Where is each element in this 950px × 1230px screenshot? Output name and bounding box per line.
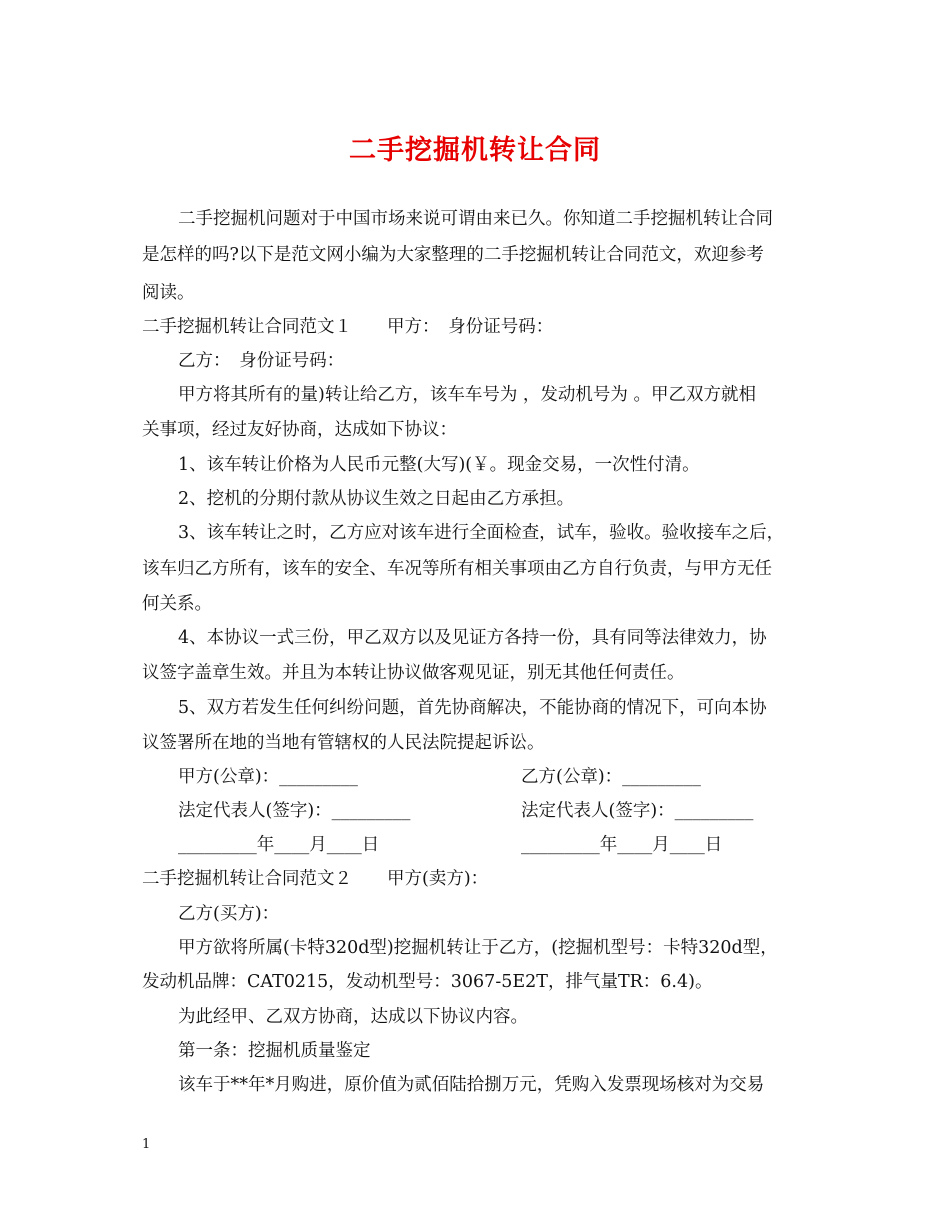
section-heading: 二手挖掘机转让合同范文１ 甲方： 身份证号码： [142, 317, 554, 337]
clause-line: 议签字盖章生效。并且为本转让协议做客观见证，别无其他任何责任。 [142, 663, 685, 683]
paragraph-line: 二手挖掘机问题对于中国市场来说可谓由来已久。你知道二手挖掘机转让合同 [178, 209, 773, 229]
clause-line: 何关系。 [142, 594, 212, 614]
paragraph-line: 阅读。 [142, 283, 195, 303]
party-b-seal: 乙方(公章)：_________ [521, 767, 701, 787]
article-heading: 第一条：挖掘机质量鉴定 [178, 1041, 371, 1061]
paragraph-line: 是怎样的吗?以下是范文网小编为大家整理的二手挖掘机转让合同范文，欢迎参考 [142, 245, 764, 265]
party-a-representative: 法定代表人(签字)：_________ [178, 801, 411, 821]
party-b-date: _________年____月____日 [521, 835, 723, 855]
party-b-representative: 法定代表人(签字)：_________ [521, 801, 754, 821]
section-heading: 二手挖掘机转让合同范文２ 甲方(卖方)： [142, 869, 489, 889]
party-a-seal: 甲方(公章)：_________ [178, 767, 358, 787]
paragraph-line: 该车于**年*月购进，原价值为贰佰陆拾捌万元，凭购入发票现场核对为交易 [178, 1075, 765, 1095]
paragraph-line: 乙方： 身份证号码： [178, 351, 345, 371]
paragraph-line: 为此经甲、乙双方协商，达成以下协议内容。 [178, 1007, 528, 1027]
paragraph-line: 甲方将其所有的量)转让给乙方，该车车号为 ，发动机号为 。甲乙双方就相 [178, 385, 756, 405]
document-title: 二手挖掘机转让合同 [349, 135, 601, 166]
clause-line: 2、挖机的分期付款从协议生效之日起由乙方承担。 [178, 489, 575, 509]
clause-line: 议签署所在地的当地有管辖权的人民法院提起诉讼。 [142, 733, 545, 753]
paragraph-line: 发动机品牌：CAT0215，发动机型号：3067-5E2T，排气量TR：6.4)。 [142, 972, 713, 992]
paragraph-line: 乙方(买方)： [178, 904, 280, 924]
party-a-date: _________年____月____日 [178, 835, 380, 855]
clause-line: 4、本协议一式三份，甲乙双方以及见证方各持一份，具有同等法律效力，协 [178, 628, 767, 648]
clause-line: 该车归乙方所有，该车的安全、车况等所有相关事项由乙方自行负责，与甲方无任 [142, 559, 772, 579]
paragraph-line: 甲方欲将所属(卡特320d型)挖掘机转让于乙方，(挖掘机型号：卡特320d型， [178, 938, 778, 958]
clause-line: 1、该车转让价格为人民币元整(大写)(￥。现金交易，一次性付清。 [178, 455, 700, 475]
paragraph-line: 关事项，经过友好协商，达成如下协议： [142, 420, 457, 440]
page-number: 1 [142, 1137, 151, 1152]
clause-line: 5、双方若发生任何纠纷问题，首先协商解决，不能协商的情况下，可向本协 [178, 698, 767, 718]
clause-line: 3、该车转让之时，乙方应对该车进行全面检查，试车，验收。验收接车之后， [178, 523, 785, 543]
